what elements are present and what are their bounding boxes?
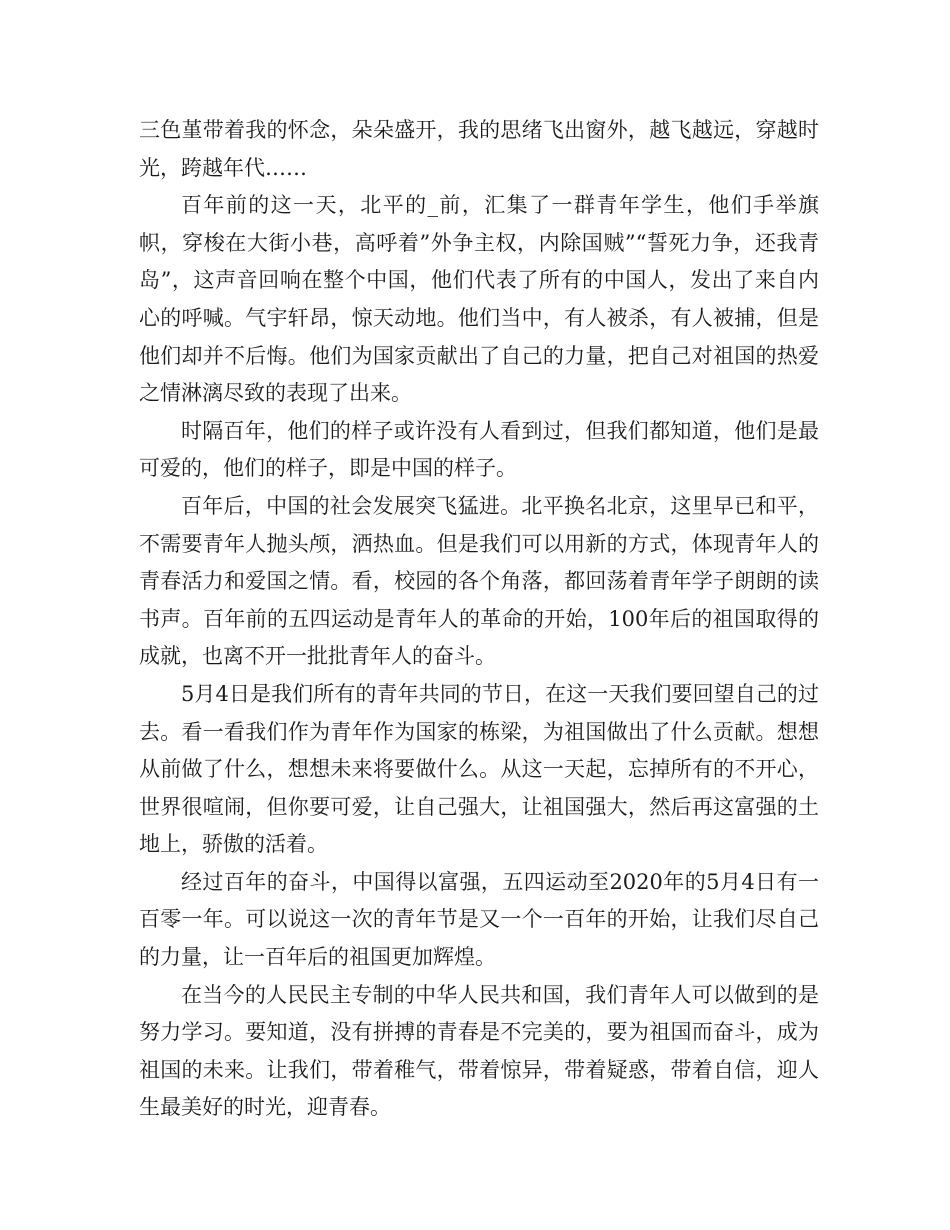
paragraph-2: 百年前的这一天，北平的_前，汇集了一群青年学生，他们手举旗帜，穿梭在大街小巷，高呼着”外争主权，内除国贼”“誓死力争，还我青岛”，这声音回响在整个中国，他们代表了所有的中国人，发出了来自内心的呼喊。气宇轩昂，惊天动地。他们当中，有人被杀，有人被捕，但是他们却并不后悔。他们为国家贡献出了自己的力量，把自己对祖国的热爱之情淋漓尽致的表现了出来。 (139, 193, 819, 406)
paragraph-7: 在当今的人民民主专制的中华人民共和国，我们青年人可以做到的是努力学习。要知道，没有拼搏的青春是不完美的，要为祖国而奋斗，成为祖国的未来。让我们，带着稚气，带着惊异，带着疑惑，带着自信，迎人生最美好的时光，迎青春。 (139, 982, 819, 1120)
paragraph-4: 百年后，中国的社会发展突飞猛进。北平换名北京，这里早已和平，不需要青年人抛头颅，洒热血。但是我们可以用新的方式，体现青年人的青春活力和爱国之情。看，校园的各个角落，都回荡着青年学子朗朗的读书声。百年前的五四运动是青年人的革命的开始，100年后的祖国取得的成就，也离不开一批批青年人的奋斗。 (139, 493, 819, 669)
document-body (139, 112, 819, 1127)
paragraph-1: 三色堇带着我的怀念，朵朵盛开，我的思绪飞出窗外，越飞越远，穿越时光，跨越年代…… (139, 118, 819, 180)
paragraph-5: 5月4日是我们所有的青年共同的节日，在这一天我们要回望自己的过去。看一看我们作为青年作为国家的栋梁，为祖国做出了什么贡献。想想从前做了什么，想想未来将要做什么。从这一天起，忘掉所有的不开心，世界很喧闹，但你要可爱，让自己强大，让祖国强大，然后再这富强的土地上，骄傲的活着。 (139, 681, 819, 857)
paragraph-3: 时隔百年，他们的样子或许没有人看到过，但我们都知道，他们是最可爱的，他们的样子，即是中国的样子。 (139, 418, 819, 481)
paragraph-6: 经过百年的奋斗，中国得以富强，五四运动至2020年的5月4日有一百零一年。可以说这一次的青年节是又一个一百年的开始，让我们尽自己的力量，让一百年后的祖国更加辉煌。 (139, 869, 819, 970)
